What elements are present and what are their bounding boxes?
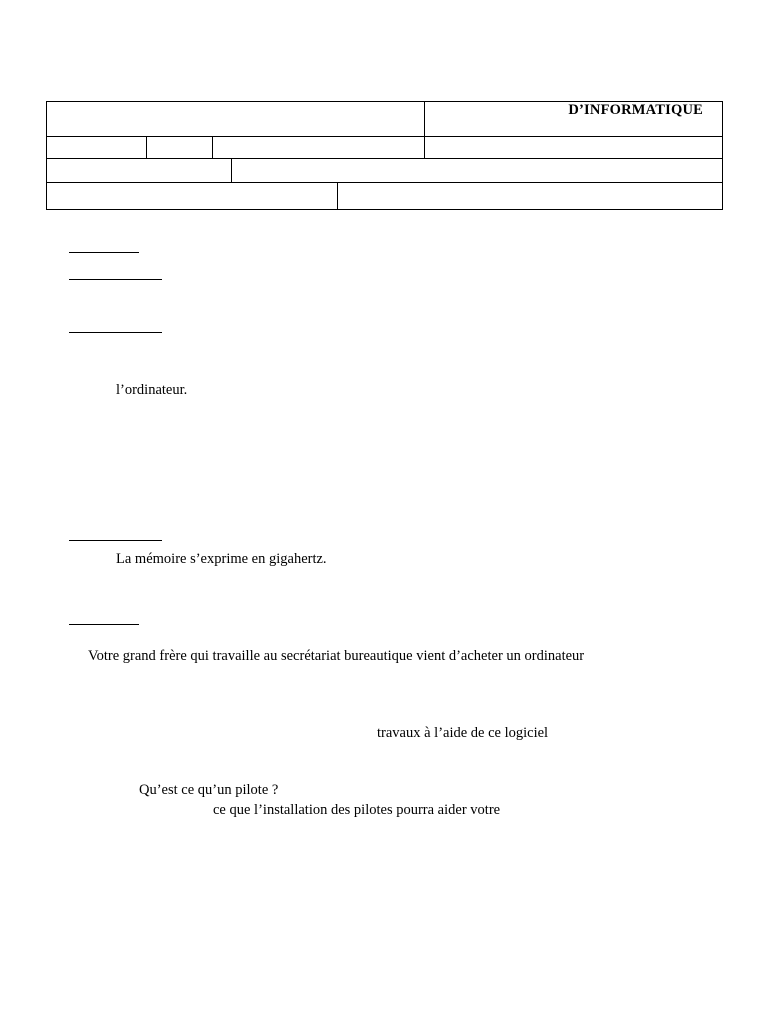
text-ordinateur: l’ordinateur. xyxy=(116,382,188,398)
header-table xyxy=(46,101,723,210)
heading-underline-3 xyxy=(69,332,162,333)
text-installation: ce que l’installation des pilotes pourra aider votre xyxy=(213,802,501,818)
subject-title: D’INFORMATIQUE xyxy=(568,102,703,118)
heading-underline-5 xyxy=(69,624,139,625)
table-col-divider xyxy=(146,136,147,158)
text-travaux: travaux à l’aide de ce logiciel xyxy=(377,725,549,741)
table-col-divider xyxy=(424,102,425,158)
heading-underline-2 xyxy=(69,279,162,280)
table-row-divider xyxy=(47,158,722,159)
table-col-divider xyxy=(231,158,232,182)
table-col-divider xyxy=(212,136,213,158)
heading-underline-1 xyxy=(69,252,139,253)
text-situation: Votre grand frère qui travaille au secrétariat bureautique vient d’acheter un ordinateur xyxy=(88,648,585,664)
text-question-pilote: Qu’est ce qu’un pilote ? xyxy=(139,782,279,798)
text-memoire: La mémoire s’exprime en gigahertz. xyxy=(116,551,327,567)
table-row-divider xyxy=(47,136,722,137)
heading-underline-4 xyxy=(69,540,162,541)
table-row-divider xyxy=(47,182,722,183)
table-col-divider xyxy=(337,182,338,209)
